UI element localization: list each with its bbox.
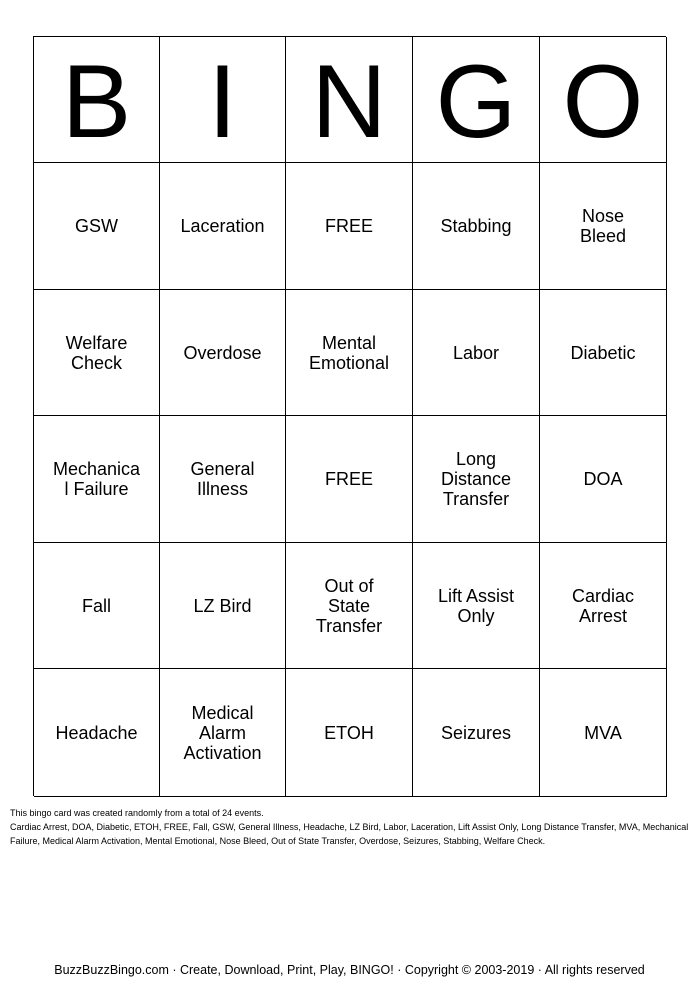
header-letter-i: I	[160, 37, 286, 163]
bingo-square: Long Distance Transfer	[413, 416, 540, 543]
bingo-square: Lift Assist Only	[413, 543, 540, 669]
header-letter-n: N	[286, 37, 413, 163]
bingo-square: FREE	[286, 416, 413, 543]
bingo-square: Medical Alarm Activation	[160, 669, 286, 797]
card-info-intro: This bingo card was created randomly from a total of 24 events.	[10, 808, 264, 818]
bingo-square: Cardiac Arrest	[540, 543, 667, 669]
bingo-square: FREE	[286, 163, 413, 290]
bingo-square: Labor	[413, 290, 540, 416]
bingo-square: Welfare Check	[34, 290, 160, 416]
bingo-square: ETOH	[286, 669, 413, 797]
bingo-square: Out of State Transfer	[286, 543, 413, 669]
bingo-square: General Illness	[160, 416, 286, 543]
bingo-square: Mechanical Failure	[34, 416, 160, 543]
bingo-square: Stabbing	[413, 163, 540, 290]
bingo-square: LZ Bird	[160, 543, 286, 669]
header-letter-o: O	[540, 37, 667, 163]
bingo-square: Diabetic	[540, 290, 667, 416]
header-letter-g: G	[413, 37, 540, 163]
page-footer: BuzzBuzzBingo.com · Create, Download, Print, Play, BINGO! · Copyright © 2003-2019 · All rights reserved	[54, 963, 645, 977]
bingo-square: Nose Bleed	[540, 163, 667, 290]
bingo-square: Overdose	[160, 290, 286, 416]
bingo-square: Fall	[34, 543, 160, 669]
bingo-square: Seizures	[413, 669, 540, 797]
bingo-square: DOA	[540, 416, 667, 543]
bingo-square: GSW	[34, 163, 160, 290]
bingo-square: Mental Emotional	[286, 290, 413, 416]
card-info	[10, 806, 690, 848]
card-info-event-list: Cardiac Arrest, DOA, Diabetic, ETOH, FREE, Fall, GSW, General Illness, Headache, LZ Bird, Labor, Laceration, Lift Assist Only, Long Distance Transfer, MVA, Mechanical Failure, Medical Alarm Activation, Mental Emotional, Nose Bleed, Out of State Transfer, Overdose, Seizures, Stabbing, Welfare Check.	[10, 822, 689, 846]
header-letter-b: B	[34, 37, 160, 163]
bingo-card	[33, 36, 666, 796]
bingo-square: MVA	[540, 669, 667, 797]
bingo-square: Headache	[34, 669, 160, 797]
bingo-square: Laceration	[160, 163, 286, 290]
